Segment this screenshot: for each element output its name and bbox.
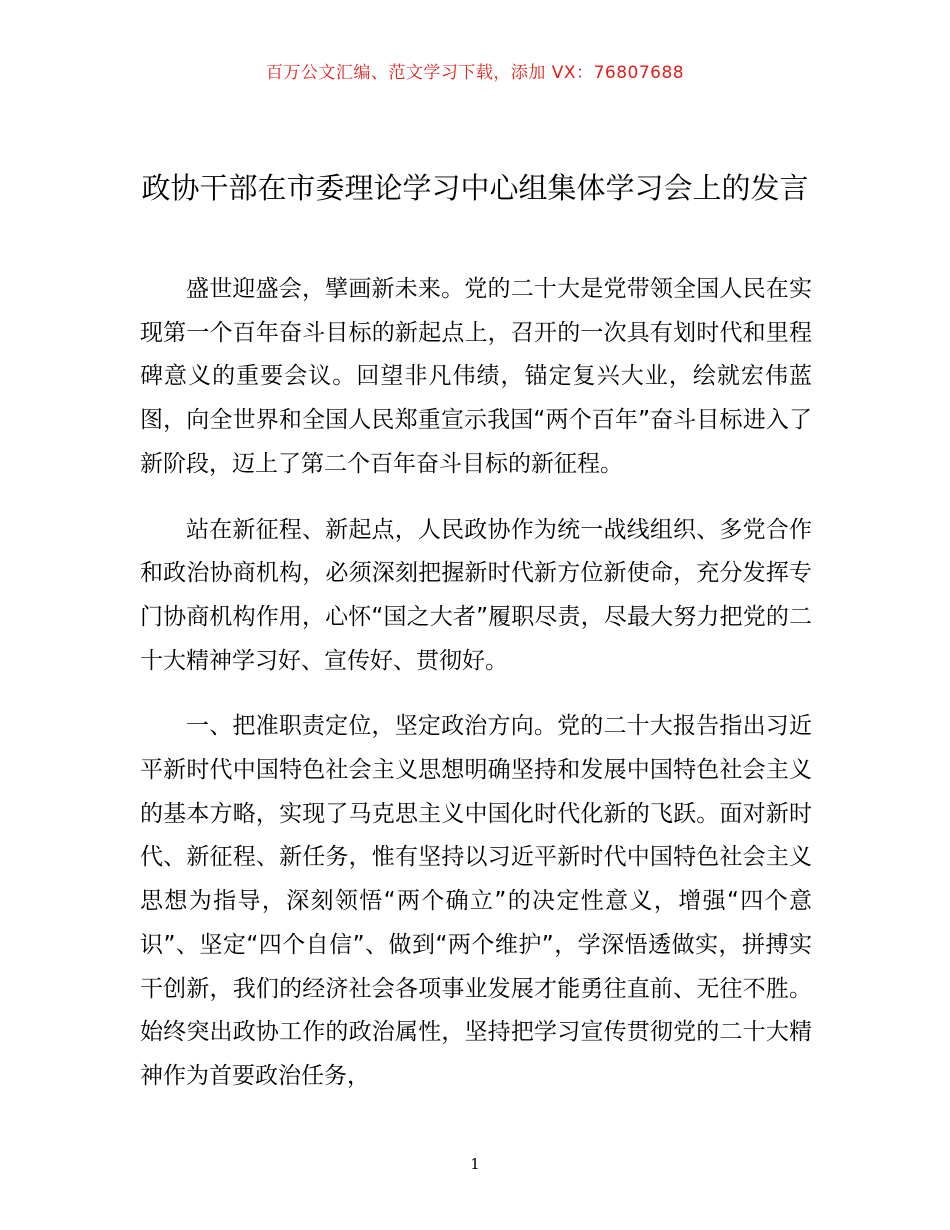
document-body: [140, 268, 812, 1121]
paragraph-2: 站在新征程、新起点，人民政协作为统一战线组织、多党合作和政治协商机构，必须深刻把握新时代新方位新使命，充分发挥专门协商机构作用，心怀“国之大者”履职尽责，尽最大努力把党的二十大精神学习好、宣传好、贯彻好。: [140, 516, 812, 674]
page-number: 1: [470, 1155, 480, 1173]
paragraph-3: 一、把准职责定位，坚定政治方向。党的二十大报告指出习近平新时代中国特色社会主义思想明确坚持和发展中国特色社会主义的基本方略，实现了马克思主义中国化时代化新的飞跃。面对新时代、新征程、新任务，惟有坚持以习近平新时代中国特色社会主义思想为指导，深刻领悟“两个确立”的决定性意义，增强“四个意识”、坚定“四个自信”、做到“两个维护”，学深悟透做实，拼搏实干创新，我们的经济社会各项事业发展才能勇往直前、无往不胜。始终突出政协工作的政治属性，坚持把学习宣传贯彻党的二十大精神作为首要政治任务，: [140, 713, 812, 1089]
document-title: 政协干部在市委理论学习中心组集体学习会上的发言: [141, 171, 809, 205]
header-watermark-note: 百万公文汇编、范文学习下载，添加 VX：76807688: [265, 63, 685, 83]
paragraph-1: 盛世迎盛会，擘画新未来。党的二十大是党带领全国人民在实现第一个百年奋斗目标的新起点上，召开的一次具有划时代和里程碑意义的重要会议。回望非凡伟绩，锚定复兴大业，绘就宏伟蓝图，向全世界和全国人民郑重宣示我国“两个百年”奋斗目标进入了新阶段，迈上了第二个百年奋斗目标的新征程。: [140, 276, 812, 477]
